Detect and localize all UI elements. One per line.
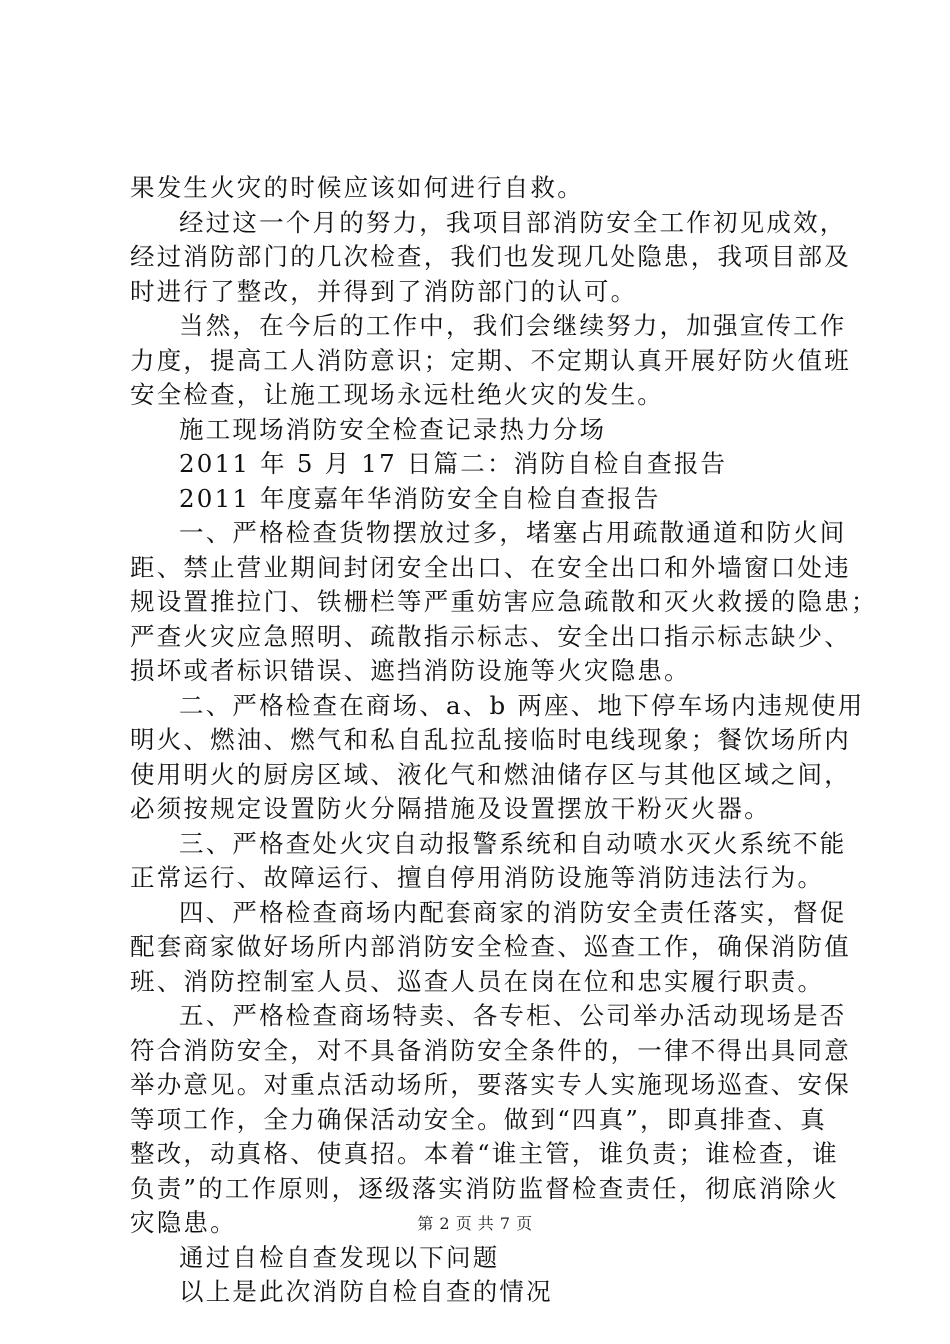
text-line: 严查火灾应急照明、疏散指示标志、安全出口指示标志缺少、 xyxy=(130,621,851,651)
text-line: 符合消防安全，对不具备消防安全条件的，一律不得出具同意 xyxy=(130,1035,851,1065)
text-line: 四、严格检查商场内配套商家的消防安全责任落实，督促 xyxy=(179,897,847,927)
text-line: 2011 年度嘉年华消防安全自检自查报告 xyxy=(179,483,661,513)
text-line: 一、严格检查货物摆放过多，堵塞占用疏散通道和防火间 xyxy=(179,518,847,547)
text-line: 施工现场消防安全检查记录热力分场 xyxy=(179,414,607,444)
text-line: 正常运行、故障运行、擅自停用消防设施等消防违法行为。 xyxy=(130,863,825,892)
text-line: 举办意见。对重点活动场所，要落实专人实施现场巡查、安保 xyxy=(130,1070,851,1099)
text-line: 当然，在今后的工作中，我们会继续努力，加强宣传工作 xyxy=(179,311,847,340)
text-line: 整改，动真格、使真招。本着“谁主管，谁负责；谁检查，谁 xyxy=(130,1139,839,1168)
text-line: 配套商家做好场所内部消防安全检查、巡查工作，确保消防值 xyxy=(130,932,851,961)
page-footer: 第 2 页 共 7 页 xyxy=(417,1214,533,1233)
text-line: 必须按规定设置防火分隔措施及设置摆放干粉灭火器。 xyxy=(130,794,771,823)
text-line: 以上是此次消防自检自查的情况 xyxy=(179,1277,553,1306)
text-line: 五、严格检查商场特卖、各专柜、公司举办活动现场是否 xyxy=(179,1001,847,1030)
text-line: 果发生火灾的时候应该如何进行自救。 xyxy=(130,173,584,202)
text-line: 时进行了整改，并得到了消防部门的认可。 xyxy=(130,276,638,306)
text-line: 安全检查，让施工现场永远杜绝火灾的发生。 xyxy=(130,380,664,409)
text-line: 明火、燃油、燃气和私自乱拉乱接临时电线现象；餐饮场所内 xyxy=(130,725,851,754)
text-line: 距、禁止营业期间封闭安全出口、在安全出口和外墙窗口处违 xyxy=(130,552,851,582)
document-body xyxy=(130,171,878,1310)
text-line: 二、严格检查在商场、a、b 两座、地下停车场内违规使用 xyxy=(179,690,865,720)
text-line: 等项工作，全力确保活动安全。做到“四真”，即真排查、真 xyxy=(130,1104,827,1134)
text-line: 灾隐患。 xyxy=(130,1208,237,1237)
text-line: 规设置推拉门、铁栅栏等严重妨害应急疏散和灭火救援的隐患； xyxy=(130,587,878,616)
text-line: 经过这一个月的努力，我项目部消防安全工作初见成效， xyxy=(179,207,847,237)
text-line: 班、消防控制室人员、巡查人员在岗在位和忠实履行职责。 xyxy=(130,966,825,996)
text-line: 三、严格查处火灾自动报警系统和自动喷水灭火系统不能 xyxy=(179,828,847,858)
text-line: 通过自检自查发现以下问题 xyxy=(179,1242,500,1272)
text-line: 2011 年 5 月 17 日篇二：消防自检自查报告 xyxy=(179,449,728,478)
text-line: 力度，提高工人消防意识；定期、不定期认真开展好防火值班 xyxy=(130,345,851,375)
text-line: 损坏或者标识错误、遮挡消防设施等火灾隐患。 xyxy=(130,656,691,685)
text-line: 使用明火的厨房区域、液化气和燃油储存区与其他区域之间， xyxy=(130,759,851,789)
text-line: 经过消防部门的几次检查，我们也发现几处隐患，我项目部及 xyxy=(130,242,851,271)
text-line: 负责”的工作原则，逐级落实消防监督检查责任，彻底消除火 xyxy=(130,1173,839,1203)
